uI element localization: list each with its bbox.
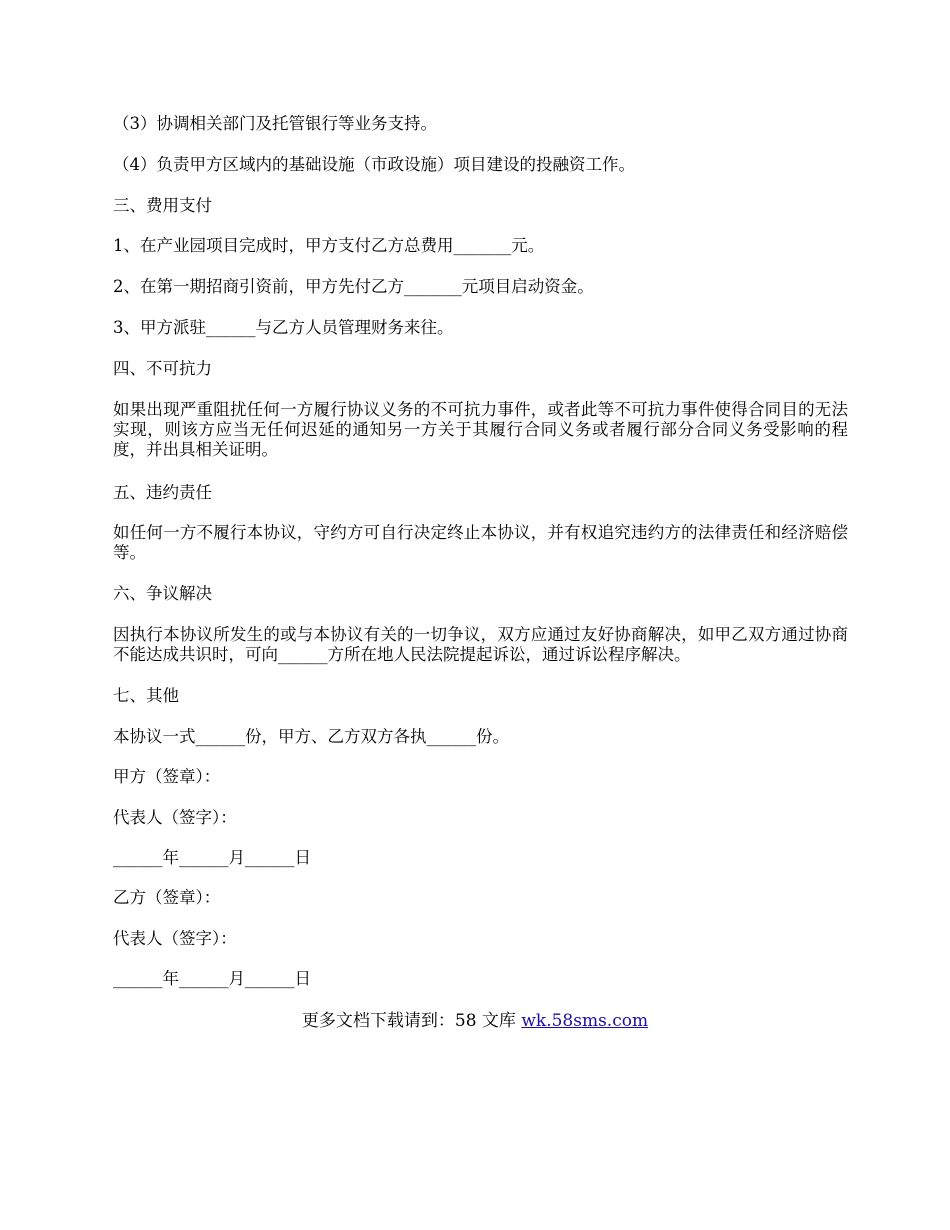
section-heading-force-majeure: 四、不可抗力: [113, 359, 212, 378]
section-heading-liability: 五、违约责任: [113, 483, 212, 502]
party-b-seal: 乙方（签章）：: [113, 888, 221, 907]
section-heading-dispute: 六、争议解决: [113, 584, 212, 603]
clause-3-3: （3）协调相关部门及托管银行等业务支持。: [113, 114, 437, 133]
force-majeure-text: 如果出现严重阻扰任何一方履行协议义务的不可抗力事件，或者此等不可抗力事件使得合同目的无法实现，则该方应当无任何迟延的通知另一方关于其履行合同义务或者履行部分合同义务受影响的程度，并出具相关证明。: [113, 400, 848, 459]
party-b-date: ______年______月______日: [113, 969, 311, 988]
party-b-representative: 代表人（签字）：: [113, 929, 237, 948]
footer-link[interactable]: wk.58sms.com: [521, 1011, 649, 1031]
party-a-date: ______年______月______日: [113, 848, 311, 867]
section-heading-other: 七、其他: [113, 686, 179, 705]
clause-3-4: （4）负责甲方区域内的基础设施（市政设施）项目建设的投融资工作。: [113, 155, 635, 174]
fee-clause-1: 1、在产业园项目完成时，甲方支付乙方总费用_______元。: [113, 236, 545, 255]
fee-clause-2: 2、在第一期招商引资前，甲方先付乙方_______元项目启动资金。: [113, 277, 594, 296]
dispute-text: 因执行本协议所发生的或与本协议有关的一切争议，双方应通过友好协商解决，如甲乙双方通过协商不能达成共识时，可向______方所在地人民法院提起诉讼，通过诉讼程序解决。: [113, 625, 848, 664]
section-heading-fees: 三、费用支付: [113, 196, 212, 215]
party-a-representative: 代表人（签字）：: [113, 808, 237, 827]
download-footer: [0, 1010, 950, 1032]
liability-text: 如任何一方不履行本协议，守约方可自行决定终止本协议，并有权追究违约方的法律责任和经济赔偿等。: [113, 523, 848, 562]
party-a-seal: 甲方（签章）：: [113, 767, 221, 786]
copies-clause: 本协议一式______份，甲方、乙方双方各执______份。: [113, 727, 509, 746]
fee-clause-3: 3、甲方派驻______与乙方人员管理财务来往。: [113, 318, 454, 337]
footer-text: 更多文档下载请到：58 文库: [301, 1011, 522, 1031]
